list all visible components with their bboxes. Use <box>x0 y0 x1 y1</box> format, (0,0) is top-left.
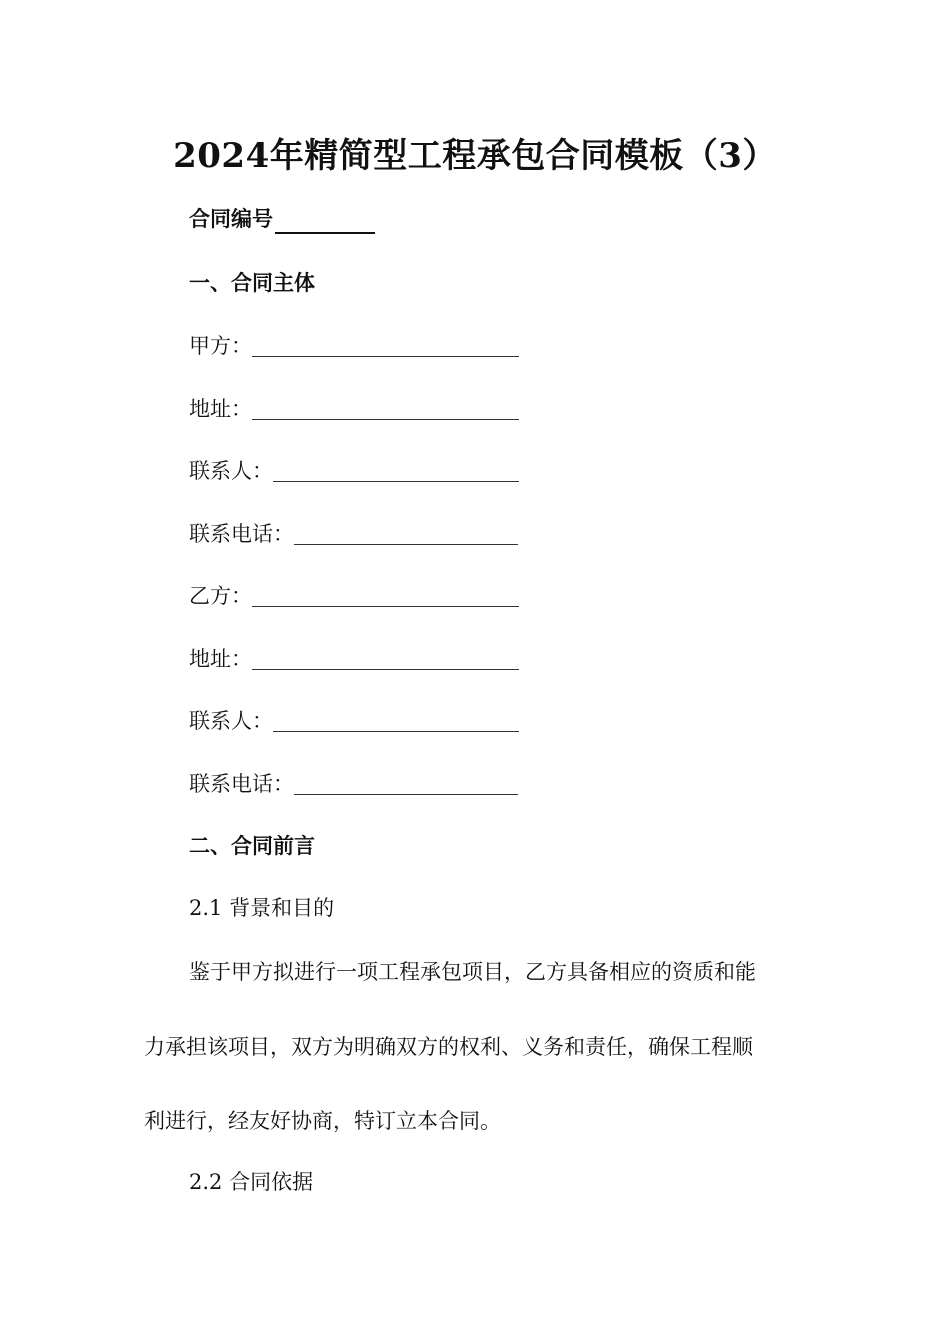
party-b-address-field <box>189 644 519 674</box>
party-a-name-field <box>189 331 519 361</box>
party-b-phone-blank <box>294 772 518 795</box>
contract-number-label: 合同编号 <box>189 206 273 231</box>
party-a-contact-label: 联系人： <box>189 459 273 483</box>
party-a-phone-label: 联系电话： <box>189 522 294 546</box>
party-b-name-field <box>189 581 519 611</box>
paragraph-2-1-line-2: 力承担该项目，双方为明确双方的权利、义务和责任，确保工程顺 <box>144 1035 753 1059</box>
party-b-contact-blank <box>273 709 519 732</box>
party-a-contact-field <box>189 456 519 486</box>
party-b-phone-field <box>189 769 518 799</box>
party-b-name-label: 乙方： <box>189 584 252 608</box>
party-a-phone-field <box>189 519 518 549</box>
paragraph-2-1-line-1: 鉴于甲方拟进行一项工程承包项目，乙方具备相应的资质和能 <box>189 960 756 984</box>
party-a-address-field <box>189 394 519 424</box>
subsection-2-1-heading: 2.1 背景和目的 <box>189 896 335 920</box>
subsection-2-2-heading: 2.2 合同依据 <box>189 1170 314 1194</box>
section2-heading: 二、合同前言 <box>189 833 315 858</box>
party-a-name-label: 甲方： <box>189 334 252 358</box>
party-b-contact-label: 联系人： <box>189 709 273 733</box>
paragraph-2-1-line-3: 利进行，经友好协商，特订立本合同。 <box>144 1109 501 1133</box>
party-b-contact-field <box>189 706 519 736</box>
party-a-phone-blank <box>294 522 518 545</box>
party-b-address-label: 地址： <box>189 647 252 671</box>
document-title: 2024年精简型工程承包合同模板（3） <box>173 136 777 176</box>
party-a-contact-blank <box>273 459 519 482</box>
party-b-name-blank <box>252 584 519 607</box>
party-a-name-blank <box>252 334 519 357</box>
party-a-address-label: 地址： <box>189 397 252 421</box>
contract-number-line <box>189 204 375 234</box>
party-a-address-blank <box>252 397 519 420</box>
contract-number-blank <box>275 210 375 234</box>
section1-heading: 一、合同主体 <box>189 270 315 295</box>
party-b-phone-label: 联系电话： <box>189 772 294 796</box>
party-b-address-blank <box>252 647 519 670</box>
